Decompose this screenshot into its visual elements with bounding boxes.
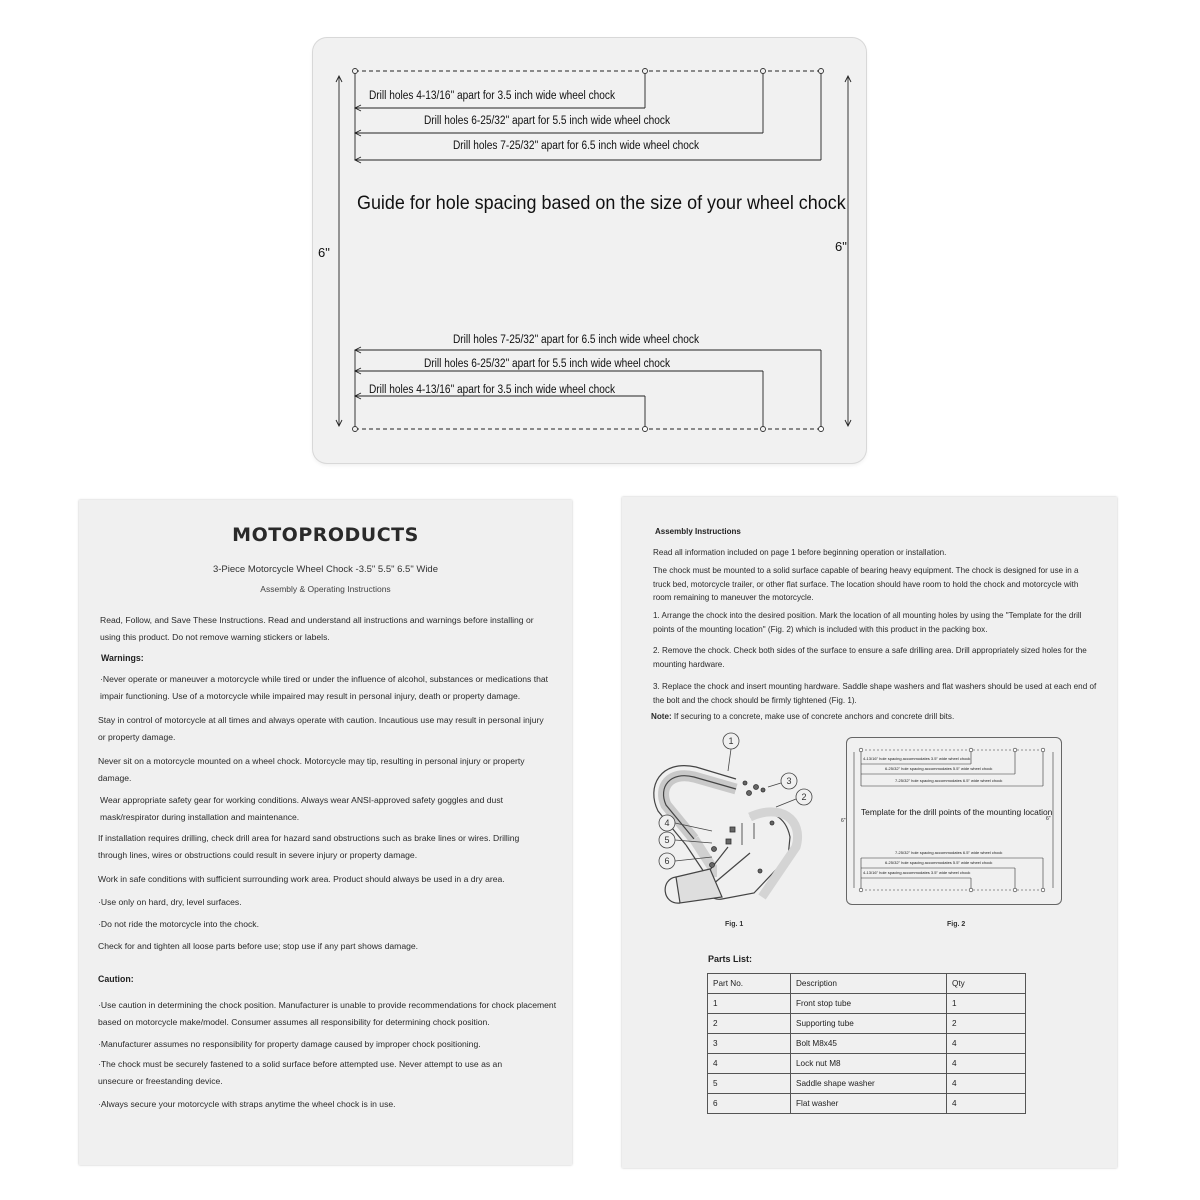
description-cell: Lock nut M8 <box>791 1054 947 1074</box>
callout-5: 5 <box>664 835 670 845</box>
qty-cell: 1 <box>947 994 1026 1014</box>
instructions-page-2 <box>622 497 1117 1168</box>
mini-bottom-label: 6-25/32" hole spacing accommodates 5.5" wide wheel chock <box>885 860 993 865</box>
mini-top-label: 4-13/16" hole spacing accommodates 3.5" wide wheel chock <box>863 756 971 761</box>
part-no-cell: 2 <box>708 1014 791 1034</box>
bottom-label-6-5: Drill holes 7-25/32" apart for 6.5 inch wide wheel chock <box>453 334 700 346</box>
callout-1: 1 <box>728 736 734 746</box>
mini-height-right: 6" <box>1046 816 1051 822</box>
warning-item: Stay in control of motorcycle at all times and always operate with caution. Incautious use may result in personal injury or property damage. <box>98 715 544 742</box>
callout-4: 4 <box>664 818 670 828</box>
document-subtitle: Assembly & Operating Instructions <box>260 584 391 594</box>
intro-paragraph: Read, Follow, and Save These Instructions. Read and understand all instructions and warnings before installing or using this product. Do not remove warning stickers or labels. <box>100 615 534 642</box>
template-guide-title: Guide for hole spacing based on the size of your wheel chock <box>357 192 846 214</box>
assembly-paragraph: Read all information included on page 1 before beginning operation or installation. <box>653 548 947 557</box>
qty-cell: 4 <box>947 1054 1026 1074</box>
mini-top-label: 6-25/32" hole spacing accommodates 5.5" wide wheel chock <box>885 766 993 771</box>
qty-cell: 2 <box>947 1014 1026 1034</box>
note-paragraph <box>651 710 1106 724</box>
description-cell: Front stop tube <box>791 994 947 1014</box>
table-row <box>708 1054 1026 1074</box>
qty-cell: 4 <box>947 1094 1026 1114</box>
table-row <box>708 1034 1026 1054</box>
product-title: 3-Piece Motorcycle Wheel Chock -3.5" 5.5" 6.5" Wide <box>212 564 438 575</box>
description-cell: Supporting tube <box>791 1014 947 1034</box>
bottom-label-5-5: Drill holes 6-25/32" apart for 5.5 inch wide wheel chock <box>424 358 671 370</box>
parts-table <box>707 973 1026 1114</box>
caution-heading: Caution: <box>98 974 134 984</box>
assembly-step: 2. Remove the chock. Check both sides of the surface to ensure a safe drilling area. Drill appropriately sized holes for the mounting hardware. <box>653 646 1087 669</box>
part-no-cell: 3 <box>708 1034 791 1054</box>
description-cell: Saddle shape washer <box>791 1074 947 1094</box>
drill-template-sheet <box>313 38 866 463</box>
bottom-label-3-5: Drill holes 4-13/16" apart for 3.5 inch wide wheel chock <box>369 384 616 396</box>
part-no-cell: 6 <box>708 1094 791 1114</box>
caution-item: ·The chock must be securely fastened to a solid surface before attempted use. Never attempt to use as an unsecure or freestanding device. <box>98 1059 503 1086</box>
warning-item: Work in safe conditions with sufficient surrounding work area. Product should always be used in a dry area. <box>98 874 505 884</box>
height-label-right: 6" <box>835 239 847 254</box>
caution-item: ·Manufacturer assumes no responsibility for property damage caused by improper chock positioning. <box>98 1039 481 1049</box>
top-label-5-5: Drill holes 6-25/32" apart for 5.5 inch wide wheel chock <box>424 115 671 127</box>
mini-template-title: Template for the drill points of the mounting location <box>861 807 1053 817</box>
mini-height-left: 6" <box>841 818 846 824</box>
warnings-heading: Warnings: <box>101 653 144 663</box>
note-label: Note: <box>651 712 672 721</box>
callout-2: 2 <box>801 792 807 802</box>
assembly-heading: Assembly Instructions <box>655 527 741 536</box>
caution-item: ·Always secure your motorcycle with straps anytime the wheel chock is in use. <box>98 1099 396 1109</box>
warning-item: If installation requires drilling, check drill area for hazard sand obstructions such as brake lines or wires. Drilling through lines, wires or obstructions could result in severe injury or property damage. <box>98 833 520 860</box>
instructions-page-1 <box>79 500 572 1165</box>
warning-item: Wear appropriate safety gear for working conditions. Always wear ANSI-approved safety goggles and dust mask/respirator during installation and maintenance. <box>100 795 504 822</box>
wheel-chock-exploded-diagram <box>650 727 830 917</box>
fig-2-label: Fig. 2 <box>947 921 966 928</box>
description-cell: Bolt M8x45 <box>791 1034 947 1054</box>
assembly-step: 1. Arrange the chock into the desired position. Mark the location of all mounting holes by using the "Template for the drill points of the mounting location" (Fig. 2) which is included with this product in the packing box. <box>653 611 1082 634</box>
warning-item: ·Do not ride the motorcycle into the chock. <box>98 919 259 929</box>
part-no-cell: 1 <box>708 994 791 1014</box>
caution-item: ·Use caution in determining the chock position. Manufacturer is unable to provide recommendations for chock placement based on motorcycle make/model. Consumer assumes all responsibility for determining chock position. <box>98 1000 557 1027</box>
part-no-cell: 4 <box>708 1054 791 1074</box>
warning-item: Never sit on a motorcycle mounted on a wheel chock. Motorcycle may tip, resulting in personal injury or property damage. <box>98 756 525 783</box>
brand-logo-text: MOTOPRODUCTS <box>232 524 419 546</box>
header-part-no: Part No. <box>708 974 791 994</box>
mini-bottom-label: 4-13/16" hole spacing accommodates 3.5" wide wheel chock <box>863 870 971 875</box>
mini-bottom-label: 7-25/32" hole spacing accommodates 6.5" wide wheel chock <box>895 850 1003 855</box>
mini-template-lines <box>847 738 1061 904</box>
table-row <box>708 1014 1026 1034</box>
header-description: Description <box>791 974 947 994</box>
assembly-step: 3. Replace the chock and insert mounting hardware. Saddle shape washers and flat washers should be used at each end of the bolt and the chock should be firmly tightened (Fig. 1). <box>653 682 1097 705</box>
parts-table-header <box>708 974 1026 994</box>
height-label-left: 6" <box>318 245 330 260</box>
mini-template-figure <box>841 737 1062 905</box>
warning-item: Check for and tighten all loose parts before use; stop use if any part shows damage. <box>98 941 419 951</box>
warning-item: ·Use only on hard, dry, level surfaces. <box>98 897 242 907</box>
note-text: If securing to a concrete, make use of concrete anchors and concrete drill bits. <box>671 712 955 721</box>
qty-cell: 4 <box>947 1034 1026 1054</box>
header-qty: Qty <box>947 974 1026 994</box>
assembly-paragraph: The chock must be mounted to a solid surface capable of bearing heavy equipment. The chock is designed for use in a truck bed, motorcycle trailer, or other flat surface. The location should have room to hold the chock and motorcycle with room remaining to maneuver the motorcycle. <box>653 566 1079 602</box>
top-label-6-5: Drill holes 7-25/32" apart for 6.5 inch wide wheel chock <box>453 140 700 152</box>
part-no-cell: 5 <box>708 1074 791 1094</box>
table-row <box>708 1094 1026 1114</box>
table-row <box>708 994 1026 1014</box>
fig-1-label: Fig. 1 <box>725 921 744 928</box>
callout-3: 3 <box>786 776 792 786</box>
parts-list-heading: Parts List: <box>708 954 753 964</box>
mini-top-label: 7-25/32" hole spacing accommodates 6.5" wide wheel chock <box>895 778 1003 783</box>
callout-6: 6 <box>664 856 670 866</box>
table-row <box>708 1074 1026 1094</box>
qty-cell: 4 <box>947 1074 1026 1094</box>
top-label-3-5: Drill holes 4-13/16" apart for 3.5 inch wide wheel chock <box>369 90 616 102</box>
description-cell: Flat washer <box>791 1094 947 1114</box>
warning-item: ·Never operate or maneuver a motorcycle while tired or under the influence of alcohol, substances or medications that impair functioning. Use of a motorcycle while impaired may result in personal injury, death or property damage. <box>100 674 549 701</box>
